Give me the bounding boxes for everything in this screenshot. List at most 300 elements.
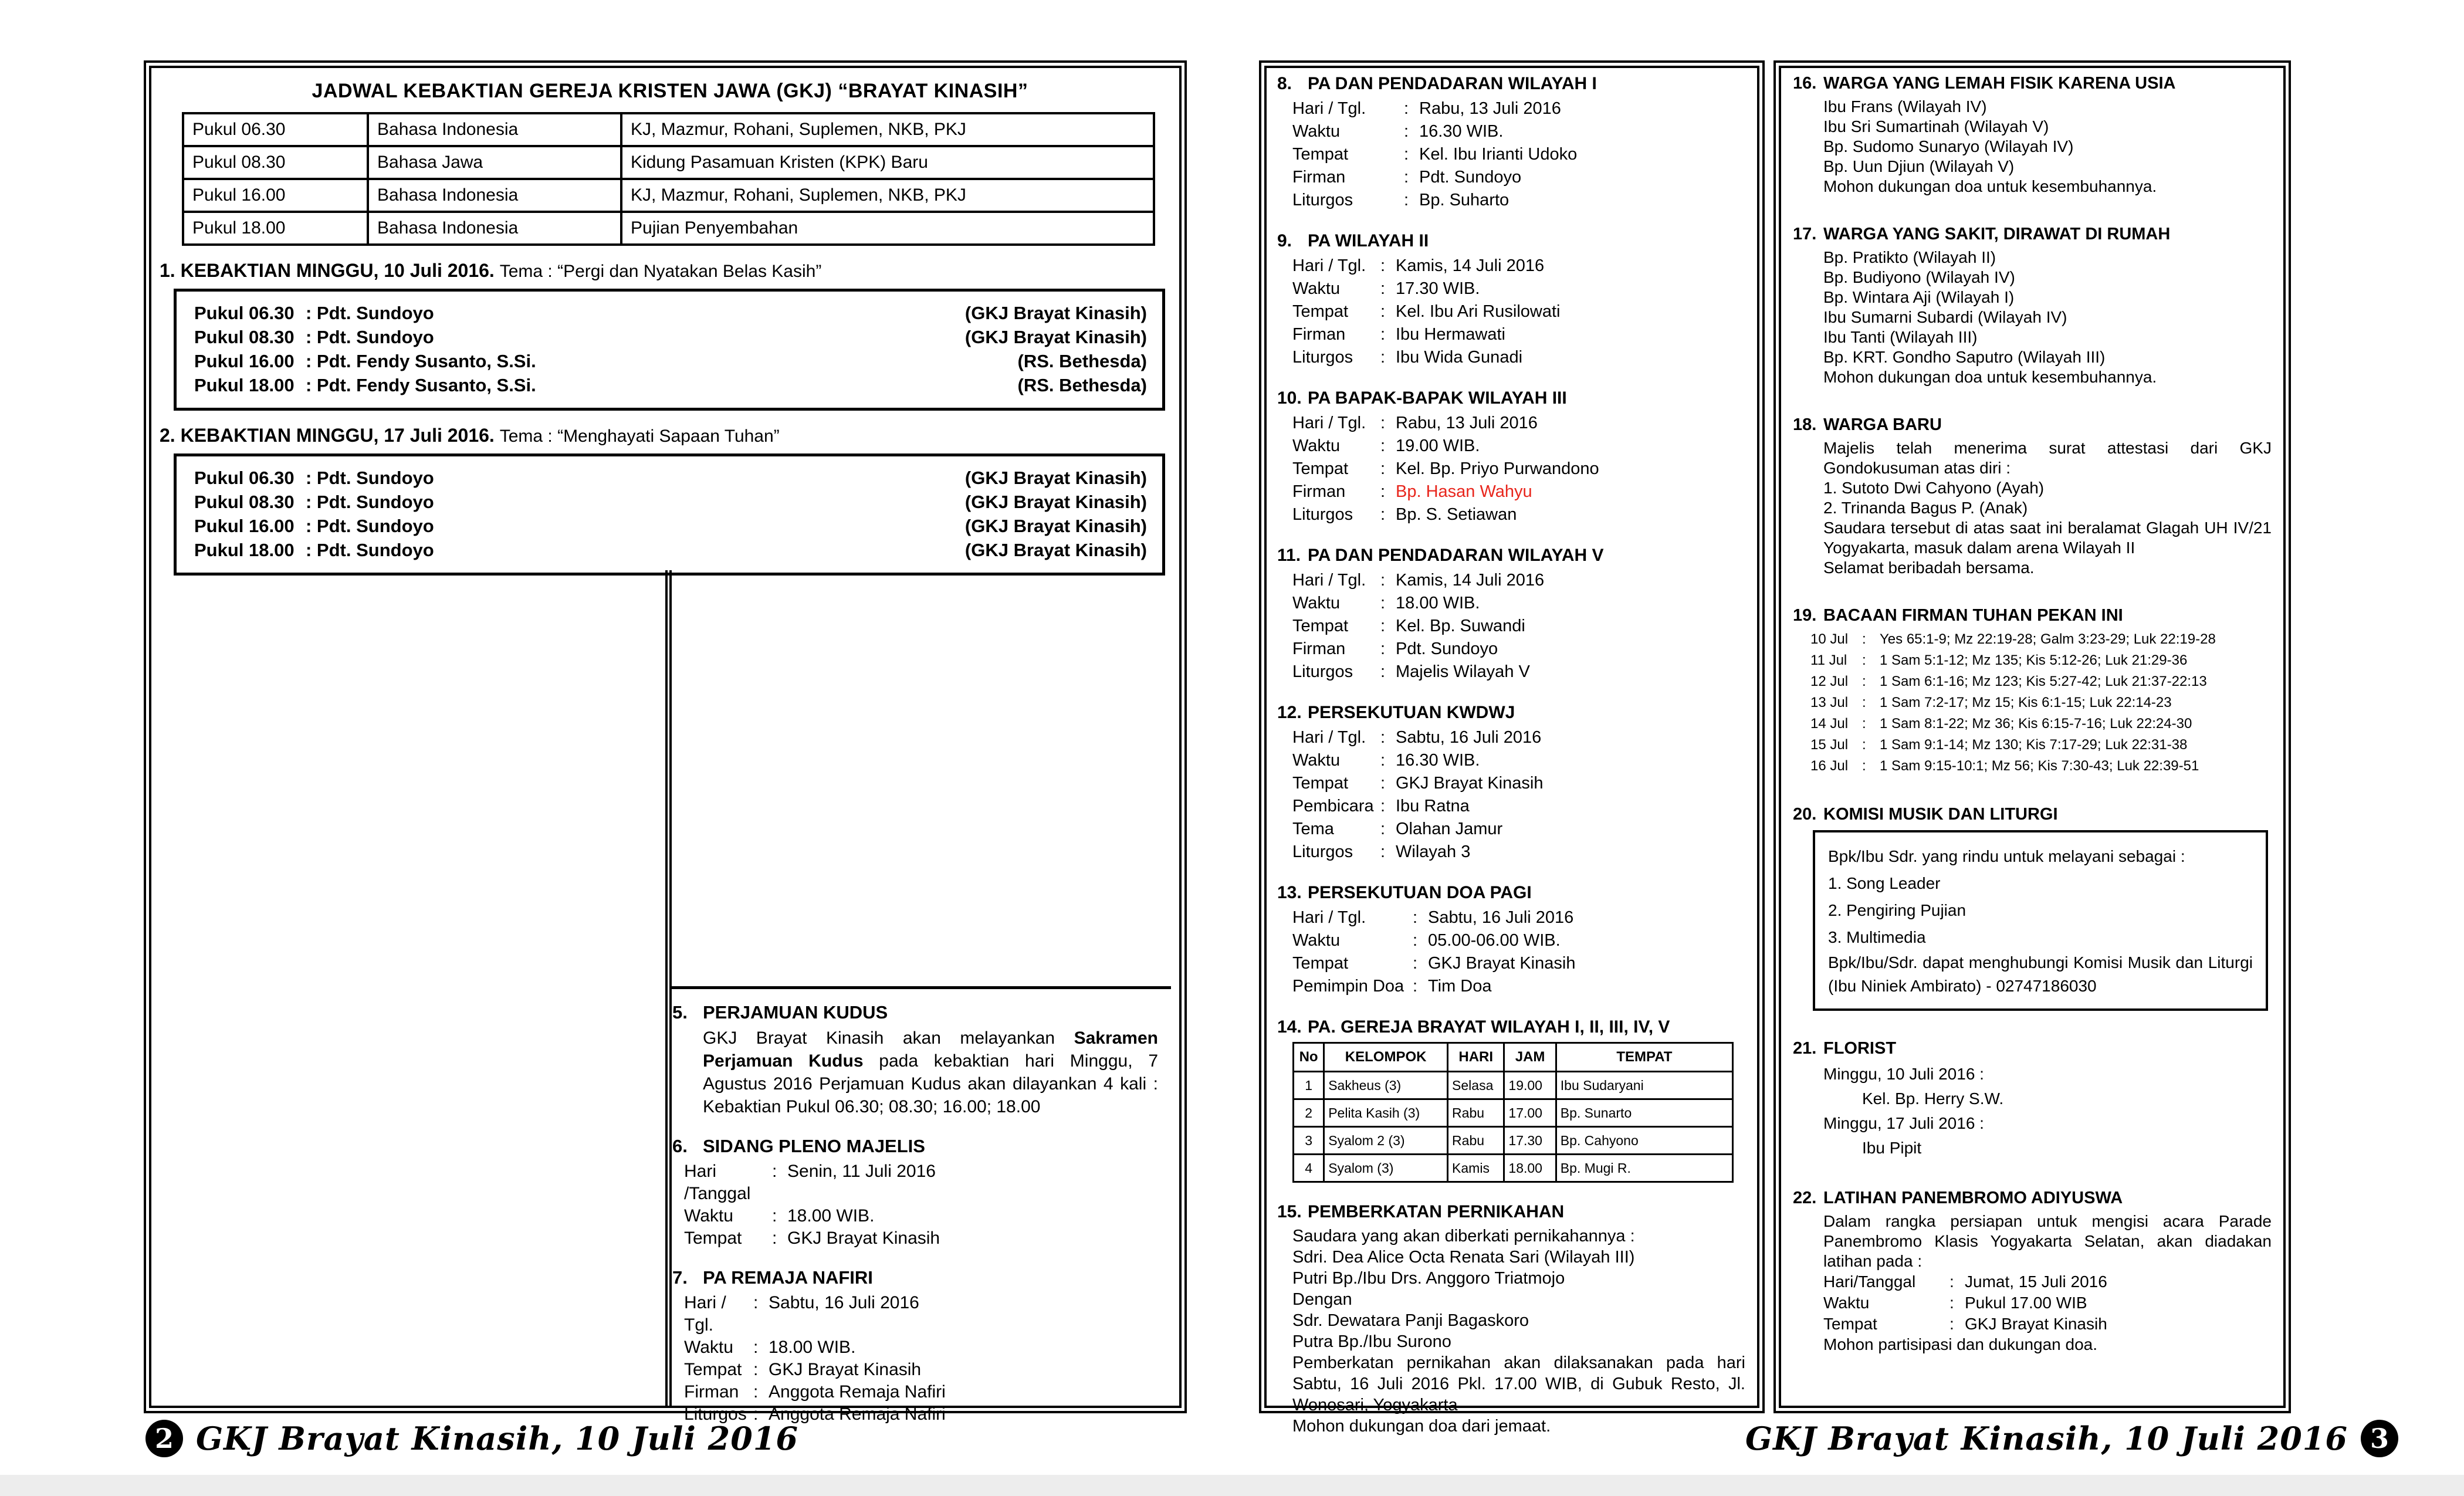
detail-colon: : [753,1360,759,1379]
detail-label: Liturgos [1292,662,1353,681]
detail-value: Olahan Jamur [1396,820,1503,838]
detail-label: Tempat [684,1228,742,1248]
detail-value: 16.30 WIB. [1419,122,1504,141]
florist-name: Kel. Bp. Herry S.W. [1862,1089,2004,1108]
service-place: (GKJ Brayat Kinasih) [964,303,1147,323]
detail-label: Waktu [1292,751,1341,770]
service-minister: : Pdt. Sundoyo [306,468,434,488]
announcement-section [1793,1189,2272,1355]
announcement-section [1793,606,2272,777]
announcement-line: Sdri. Dea Alice Octa Renata Sari (Wilayah III) [1292,1248,1635,1267]
service-place: (GKJ Brayat Kinasih) [964,492,1147,512]
detail-value: Sabtu, 16 Juli 2016 [769,1293,919,1312]
table-cell: 18.00 [1504,1155,1556,1182]
service-row [194,325,1147,349]
music-commission-box [1813,830,2268,1011]
detail-label: Liturgos [1292,191,1353,209]
detail-row [684,1227,1170,1250]
section-number: 17. [1793,225,1817,243]
detail-label: Tempat [1292,145,1349,164]
detail-label: Firman [684,1382,739,1402]
reading-references: 1 Sam 9:15-10:1; Mz 56; Kis 7:30-43; Luk 22:39-51 [1880,758,2199,774]
reading-row [1810,756,2272,777]
section-number: 5. [672,1002,688,1023]
detail-value: GKJ Brayat Kinasih [1428,954,1576,973]
list-item: Mohon dukungan doa untuk kesembuhannya. [1823,368,2157,386]
reading-references: 1 Sam 8:1-22; Mz 36; Kis 6:15-7-16; Luk 22:24-30 [1880,716,2192,732]
detail-value: Sabtu, 16 Juli 2016 [1396,728,1542,747]
detail-value: Bp. Suharto [1419,191,1509,209]
paragraph-text: GKJ Brayat Kinasih akan melayankan [703,1028,1074,1048]
service-time-minister [194,514,434,538]
detail-rows [1277,569,1745,683]
detail-rows [1277,412,1745,526]
reading-references: Yes 65:1-9; Mz 22:19-28; Galm 3:23-29; Luk 22:19-28 [1880,631,2216,647]
pa-groups-table [1292,1042,1734,1183]
section-heading [1793,225,2272,244]
column-header: No [1294,1043,1324,1072]
section-number: 13. [1277,883,1302,902]
section-number: 18. [1793,415,1817,434]
detail-colon: : [1404,145,1409,164]
reading-date: 10 Jul [1810,631,1849,647]
service-row [194,514,1147,538]
detail-value: Majelis Wilayah V [1396,662,1530,681]
sunday-services [151,260,1179,576]
service-time: Pukul 16.00 [194,516,295,536]
detail-row [1292,480,1745,503]
announcement-section [1277,883,1745,998]
detail-label: Hari /Tanggal [684,1162,751,1203]
detail-row [1823,1271,2272,1292]
announcements-right [1793,74,2272,1355]
detail-row [684,1160,1170,1205]
schedule-cell: Bahasa Indonesia [368,179,621,212]
announcement-paragraph: Majelis telah menerima surat attestasi dari GKJ Gondokusuman atas diri : [1823,439,2272,477]
table-row [1294,1072,1733,1099]
box-line: 3. Multimedia [1828,928,1926,946]
section-divider-line [672,986,1171,989]
section-heading [1277,74,1745,94]
section-number: 9. [1277,231,1292,251]
section-heading [1793,1039,2272,1058]
list-item: Ibu Frans (Wilayah IV) [1823,97,1987,116]
footer-text: GKJ Brayat Kinasih, 10 Juli 2016 [196,1420,798,1457]
schedule-cell: Kidung Pasamuan Kristen (KPK) Baru [621,146,1154,179]
detail-colon: : [1380,662,1386,681]
announcement-section [1277,1202,1745,1437]
detail-label: Waktu [1292,436,1341,455]
service-box [174,453,1165,576]
section-number: 10. [1277,388,1302,408]
reading-colon: : [1862,758,1866,774]
service-time-minister [194,349,536,373]
service-theme: “Pergi dan Nyatakan Belas Kasih” [557,262,822,281]
schedule-row [183,179,1154,212]
detail-colon: : [753,1404,759,1424]
detail-colon: : [1380,571,1386,590]
detail-colon: : [1949,1315,1954,1333]
service-title: KEBAKTIAN MINGGU, 10 Juli 2016. [180,260,500,281]
detail-label: Hari / Tgl. [1292,414,1366,432]
footer-text: GKJ Brayat Kinasih, 10 Juli 2016 [1745,1420,2348,1457]
detail-colon: : [1404,99,1409,118]
section-title: PA. GEREJA BRAYAT WILAYAH I, II, III, IV, V [1308,1017,1670,1037]
page-3-column-1 [1259,60,1765,1436]
detail-colon: : [1413,908,1418,927]
service-place: (GKJ Brayat Kinasih) [964,516,1147,536]
detail-value: Pdt. Sundoyo [1396,639,1498,658]
detail-colon: : [1380,617,1386,635]
section-title: PA BAPAK-BAPAK WILAYAH III [1308,388,1567,408]
detail-label: Waktu [1823,1294,1870,1312]
detail-rows [1277,255,1745,369]
service-minister: : Pdt. Fendy Susanto, S.Si. [306,375,536,395]
service-time: Pukul 08.30 [194,327,295,347]
florist-name: Ibu Pipit [1862,1139,1922,1157]
detail-value: GKJ Brayat Kinasih [1396,774,1544,793]
detail-rows [672,1160,1170,1250]
detail-value: Ibu Ratna [1396,797,1470,815]
detail-row [684,1336,1170,1359]
detail-row [1292,795,1745,818]
box-paragraph: Bpk/Ibu/Sdr. dapat menghubungi Komisi Musik dan Liturgi (Ibu Niniek Ambirato) - 02747186030 [1828,953,2253,995]
detail-colon: : [753,1382,759,1402]
detail-value: Kel. Ibu Ari Rusilowati [1396,302,1561,321]
detail-value: Bp. S. Setiawan [1396,505,1517,524]
announcement-section [1793,74,2272,197]
service-row [194,349,1147,373]
section-heading [1277,546,1745,566]
section-number: 20. [1793,805,1817,824]
schedule-cell: Pukul 16.00 [183,179,368,212]
table-cell: Bp. Sunarto [1556,1099,1732,1127]
detail-value: 18.00 WIB. [787,1206,875,1226]
section-gap [672,1250,1170,1267]
detail-row [1292,458,1745,480]
announcement-line: Saudara yang akan diberkati pernikahannya : [1292,1227,1635,1245]
detail-value: Jumat, 15 Juli 2016 [1965,1272,2107,1291]
announcement-section [1793,1039,2272,1160]
section-number: 21. [1793,1039,1817,1058]
detail-value: Tim Doa [1428,977,1492,996]
reading-colon: : [1862,737,1866,753]
schedule-row [183,146,1154,179]
announcement-section [1277,388,1745,526]
announcement-section [1277,1017,1745,1183]
reading-row [1810,671,2272,692]
section-heading [1793,1189,2272,1208]
detail-row [684,1205,1170,1227]
table-cell: 2 [1294,1099,1324,1127]
announcement-closing: Mohon dukungan doa dari jemaat. [1292,1417,1551,1436]
announcement-paragraph: Dalam rangka persiapan untuk mengisi acara Parade Panembromo Klasis Yogyakarta Selatan, akan diadakan latihan pada : [1823,1212,2272,1270]
detail-row [1292,929,1745,952]
detail-label: Hari / Tgl. [1292,99,1366,118]
detail-value: Kamis, 14 Juli 2016 [1396,571,1545,590]
section-heading [1277,388,1745,408]
reading-date: 16 Jul [1810,758,1849,774]
section-heading [1793,74,2272,93]
section-title: PEMBERKATAN PERNIKAHAN [1308,1202,1565,1221]
table-cell: Sakheus (3) [1324,1072,1448,1099]
service-time: Pukul 16.00 [194,351,295,371]
reading-date: 14 Jul [1810,716,1849,732]
service-time: Pukul 06.30 [194,468,295,488]
detail-row [1292,255,1745,277]
detail-label: Hari / Tgl. [1292,908,1366,927]
table-cell: Pelita Kasih (3) [1324,1099,1448,1127]
schedule-cell: Pukul 18.00 [183,212,368,245]
communion-paragraph [703,1027,1158,1118]
detail-label: Hari / Tgl. [1292,256,1366,275]
section-heading [1277,883,1745,903]
detail-rows [1277,726,1745,864]
service-time-minister [194,466,434,490]
detail-row [1292,906,1745,929]
page-number-badge: 2 [145,1420,183,1457]
footer-left [145,1420,798,1457]
section-number: 7. [672,1267,688,1288]
service-time: Pukul 18.00 [194,540,295,560]
announcement-section [1793,415,2272,578]
detail-rows [1793,1271,2272,1335]
section-heading [1793,415,2272,435]
detail-value: Anggota Remaja Nafiri [769,1404,946,1424]
reading-colon: : [1862,716,1866,732]
section-title: PERJAMUAN KUDUS [703,1002,888,1023]
section-title: PA DAN PENDADARAN WILAYAH I [1308,74,1597,93]
section-title: WARGA BARU [1823,415,1942,434]
reading-date: 12 Jul [1810,673,1849,689]
detail-value: Kel. Bp. Priyo Purwandono [1396,459,1599,478]
table-row [1294,1127,1733,1155]
detail-label: Waktu [684,1206,733,1226]
detail-row [1292,435,1745,458]
list-item: Bp. KRT. Gondho Saputro (Wilayah III) [1823,348,2106,366]
detail-row [1292,592,1745,615]
detail-colon: : [1380,482,1386,501]
detail-value: 19.00 WIB. [1396,436,1480,455]
service-row [194,538,1147,562]
schedule-cell: Pukul 06.30 [183,113,368,146]
footer-right [1745,1420,2398,1457]
service-minister: : Pdt. Sundoyo [306,540,434,560]
reading-row [1810,692,2272,713]
service-row [194,466,1147,490]
detail-colon: : [1380,414,1386,432]
detail-label: Hari / Tgl. [1292,728,1366,747]
detail-label: Firman [1292,482,1346,501]
detail-label: Liturgos [684,1404,747,1424]
section-title: SIDANG PLENO MAJELIS [703,1136,925,1156]
list-item: Bp. Pratikto (Wilayah II) [1823,248,1996,266]
detail-row [1292,975,1745,998]
detail-rows [1277,906,1745,998]
detail-label: Liturgos [1292,842,1353,861]
announcement-paragraph: Saudara tersebut di atas saat ini beralamat Glagah UH IV/21 Yogyakarta, masuk dalam arena Wilayah II [1823,519,2272,557]
detail-label: Tema [1292,820,1334,838]
reading-references: 1 Sam 7:2-17; Mz 15; Kis 6:1-15; Luk 22:14-23 [1880,695,2172,710]
florist-date: Minggu, 10 Juli 2016 : [1823,1065,1984,1083]
detail-colon: : [1380,279,1386,298]
paragraph-text: pada kebaktian hari Minggu, 7 Agustus 2016 Perjamuan Kudus akan dilayankan 4 kali : Kebaktian Pukul 06.30; 08.30; 16.00; 18.00 [703,1051,1159,1116]
detail-value: Rabu, 13 Juli 2016 [1419,99,1561,118]
section-number: 16. [1793,74,1817,93]
announcement-section [1277,703,1745,864]
service-heading [160,425,1179,446]
list-item: 1. Sutoto Dwi Cahyono (Ayah) [1823,479,2045,497]
service-place: (RS. Bethesda) [1017,351,1147,371]
announcement-section [1793,225,2272,387]
page-2 [144,60,1187,1424]
detail-value: 05.00-06.00 WIB. [1428,931,1561,950]
table-cell: Syalom 2 (3) [1324,1127,1448,1155]
detail-colon: : [772,1206,777,1226]
detail-label: Firman [1292,168,1346,187]
detail-row [1292,952,1745,975]
detail-value: Kamis, 14 Juli 2016 [1396,256,1545,275]
detail-row [1292,772,1745,795]
detail-value: Ibu Hermawati [1396,325,1505,344]
detail-row [1292,412,1745,435]
detail-colon: : [753,1293,759,1312]
detail-colon: : [1380,842,1386,861]
detail-colon: : [1380,751,1386,770]
schedule-cell: Pukul 08.30 [183,146,368,179]
section-title: PERSEKUTUAN DOA PAGI [1308,883,1532,902]
column-header: KELOMPOK [1324,1043,1448,1072]
detail-colon: : [1404,191,1409,209]
table-row [1294,1155,1733,1182]
detail-row [1292,346,1745,369]
detail-colon: : [1380,505,1386,524]
detail-row [1292,726,1745,749]
detail-label: Tempat [1292,459,1349,478]
service-time-minister [194,325,434,349]
reading-colon: : [1862,673,1866,689]
schedule-cell: Pujian Penyembahan [621,212,1154,245]
service-minister: : Pdt. Sundoyo [306,327,434,347]
detail-colon: : [1380,639,1386,658]
detail-row [1823,1314,2272,1335]
schedule-cell: KJ, Mazmur, Rohani, Suplemen, NKB, PKJ [621,113,1154,146]
table-cell: 3 [1294,1127,1324,1155]
service-time: Pukul 06.30 [194,303,295,323]
table-cell: 17.30 [1504,1127,1556,1155]
box-line: 1. Song Leader [1828,874,1941,892]
table-cell: Bp. Cahyono [1556,1127,1732,1155]
florist-date: Minggu, 17 Juli 2016 : [1823,1114,1984,1132]
list-item: Ibu Sumarni Subardi (Wilayah IV) [1823,308,2067,326]
detail-row [1292,503,1745,526]
detail-row [1292,277,1745,300]
detail-row [1292,97,1745,120]
service-place: (RS. Bethesda) [1017,375,1147,395]
table-row [1294,1099,1733,1127]
section-title: BACAAN FIRMAN TUHAN PEKAN INI [1823,606,2123,625]
box-line: Bpk/Ibu Sdr. yang rindu untuk melayani sebagai : [1828,847,2185,865]
reading-references: 1 Sam 5:1-12; Mz 135; Kis 5:12-26; Luk 21:29-36 [1880,652,2188,668]
schedule-row [183,113,1154,146]
section-heading [1277,231,1745,251]
section-title: PA REMAJA NAFIRI [703,1267,873,1288]
detail-colon: : [1380,302,1386,321]
list-item: Ibu Tanti (Wilayah III) [1823,328,1978,346]
section-heading [672,1267,1170,1288]
announcement-line: Dengan [1292,1290,1352,1309]
reading-colon: : [1862,631,1866,647]
detail-label: Tempat [1292,302,1349,321]
announcement-closing: Selamat beribadah bersama. [1823,559,2035,577]
detail-colon: : [1949,1294,1954,1312]
service-minister: : Pdt. Fendy Susanto, S.Si. [306,351,536,371]
table-cell: 17.00 [1504,1099,1556,1127]
detail-label: Tempat [684,1360,742,1379]
detail-row [1292,818,1745,841]
section-heading [672,1002,1170,1023]
announcements-left [672,1002,1170,1426]
detail-label: Tempat [1292,774,1349,793]
detail-value: Rabu, 13 Juli 2016 [1396,414,1538,432]
detail-row [1292,323,1745,346]
detail-colon: : [1380,436,1386,455]
service-theme-label: Tema : [499,427,558,446]
detail-value: 18.00 WIB. [769,1338,856,1357]
section-title: KOMISI MUSIK DAN LITURGI [1823,805,2058,824]
detail-colon: : [753,1338,759,1357]
detail-label: Pembicara [1292,797,1374,815]
detail-row [1292,841,1745,864]
detail-value: GKJ Brayat Kinasih [769,1360,922,1379]
reading-colon: : [1862,652,1866,668]
detail-colon: : [1413,931,1418,950]
section-title: PERSEKUTUAN KWDWJ [1308,703,1515,722]
detail-row [684,1292,1170,1336]
schedule-cell: KJ, Mazmur, Rohani, Suplemen, NKB, PKJ [621,179,1154,212]
detail-label: Waktu [1292,279,1341,298]
detail-colon: : [1380,459,1386,478]
detail-colon: : [1380,594,1386,612]
section-title: WARGA YANG SAKIT, DIRAWAT DI RUMAH [1823,225,2171,243]
table-cell: Kamis [1448,1155,1504,1182]
detail-colon: : [1949,1272,1954,1291]
table-cell: Ibu Sudaryani [1556,1072,1732,1099]
detail-colon: : [772,1228,777,1248]
detail-label: Tempat [1823,1315,1877,1333]
announcement-line: Putri Bp./Ibu Drs. Anggoro Triatmojo [1292,1269,1565,1288]
list-item: Mohon dukungan doa untuk kesembuhannya. [1823,177,2157,195]
detail-label: Waktu [1292,594,1341,612]
detail-label: Liturgos [1292,505,1353,524]
schedule-cell: Bahasa Indonesia [368,113,621,146]
detail-value: 18.00 WIB. [1396,594,1480,612]
detail-colon: : [772,1162,777,1181]
page-3-column-2 [1773,60,2291,1413]
detail-value: Pukul 17.00 WIB [1965,1294,2087,1312]
list-item: Bp. Sudomo Sunaryo (Wilayah IV) [1823,137,2074,155]
detail-rows [672,1292,1170,1426]
detail-row [1292,300,1745,323]
detail-row [1292,166,1745,189]
table-cell: Rabu [1448,1127,1504,1155]
detail-row [684,1381,1170,1403]
service-time: Pukul 08.30 [194,492,295,512]
announcement-paragraph: Pemberkatan pernikahan akan dilaksanakan pada hari Sabtu, 16 Juli 2016 Pkl. 17.00 WIB, di Gubuk Resto, Jl. Wonosari, Yogyakarta [1292,1353,1745,1414]
detail-colon: : [1380,325,1386,344]
list-item: Bp. Wintara Aji (Wilayah I) [1823,288,2015,306]
list-item: Bp. Uun Djiun (Wilayah V) [1823,157,2015,175]
